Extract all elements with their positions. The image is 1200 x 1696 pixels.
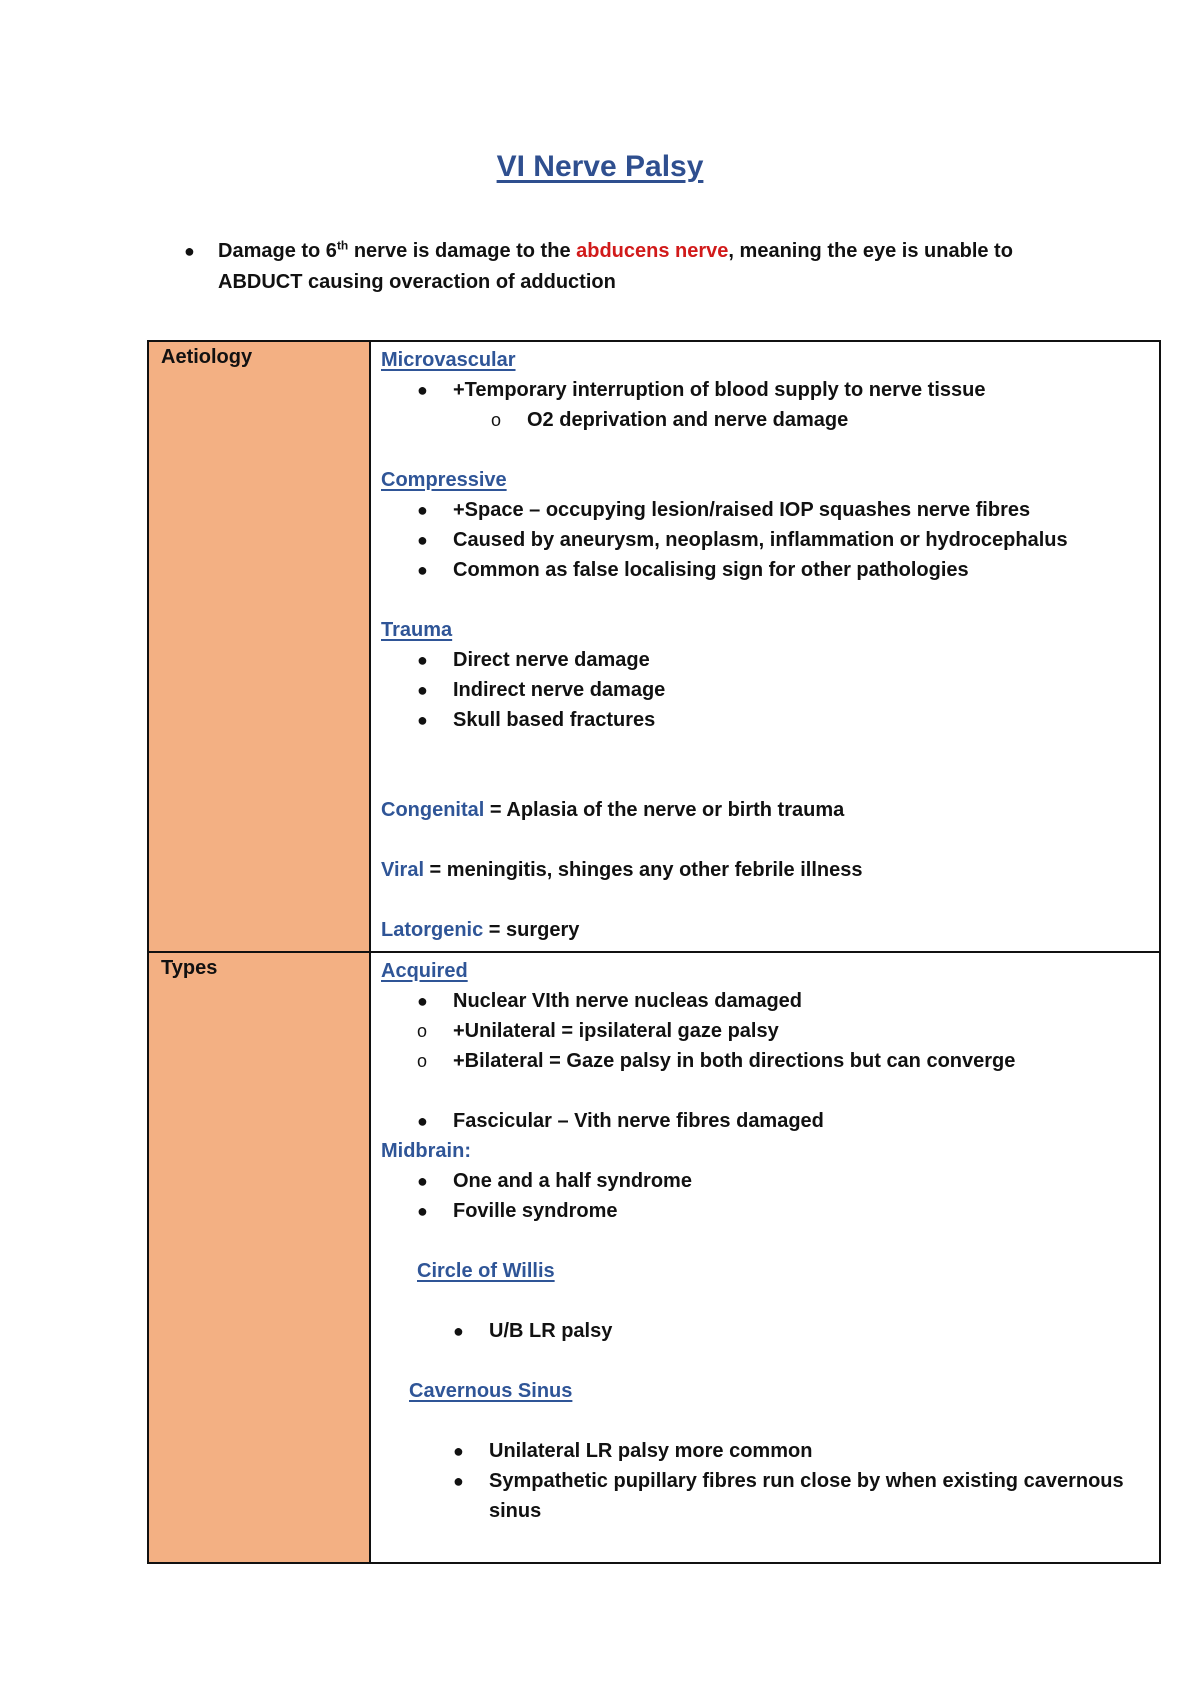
list-item: ● Unilateral LR palsy more common [381,1436,1159,1466]
intro-text: Damage to 6th nerve is damage to the abducens nerve, meaning the eye is unable to ABDUCT causing overaction of adduction [218,238,1013,293]
bullet-icon: ● [453,1471,464,1491]
circle-of-willis-heading: Circle of Willis [417,1260,555,1282]
list-item: ● One and a half syndrome [381,1166,1159,1196]
row-label-aetiology: Aetiology [148,341,370,952]
page-title: VI Nerve Palsy [496,150,704,183]
bullet-icon: ● [417,1171,428,1191]
compressive-heading: Compressive [381,469,507,491]
list-item: ● +Space – occupying lesion/raised IOP squashes nerve fibres [381,495,1159,525]
bullet-icon: ● [417,680,428,700]
microvascular-heading: Microvascular [381,349,516,371]
list-item: o +Unilateral = ipsilateral gaze palsy [381,1016,1159,1046]
list-item: ● Indirect nerve damage [381,675,1159,705]
list-item: ● Common as false localising sign for other pathologies [381,555,1159,585]
row-label-types: Types [148,952,370,1563]
midbrain-heading: Midbrain: [381,1140,471,1162]
bullet-icon: ● [184,241,195,261]
list-item: ● Nuclear VIth nerve nucleas damaged [381,986,1159,1016]
list-item: ● +Temporary interruption of blood supply to nerve tissue [381,375,1159,405]
bullet-icon: ● [417,650,428,670]
circle-bullet-icon: o [417,1051,428,1071]
list-item: o +Bilateral = Gaze palsy in both directions but can converge [381,1046,1159,1076]
latorgenic-line: Latorgenic = surgery [381,919,580,941]
list-item: ● Sympathetic pupillary fibres run close by when existing cavernous sinus [381,1466,1159,1526]
circle-bullet-icon: o [417,1021,428,1041]
list-item: ● Skull based fractures [381,705,1159,735]
aetiology-content [370,341,1160,952]
bullet-icon: ● [417,1111,428,1131]
bullet-icon: ● [417,500,428,520]
circle-bullet-icon: o [491,410,502,430]
acquired-heading: Acquired [381,960,468,982]
bullet-icon: ● [417,1201,428,1221]
congenital-line: Congenital = Aplasia of the nerve or birth trauma [381,799,845,821]
bullet-icon: ● [417,560,428,580]
table-row-aetiology [148,341,1160,952]
trauma-heading: Trauma [381,619,453,641]
bullet-icon: ● [417,530,428,550]
table-row-types [148,952,1160,1563]
cavernous-sinus-heading: Cavernous Sinus [409,1380,573,1402]
bullet-icon: ● [417,710,428,730]
types-content [370,952,1160,1563]
bullet-icon: ● [453,1441,464,1461]
notes-table [147,340,1161,1564]
bullet-icon: ● [417,380,428,400]
list-item: ● U/B LR palsy [381,1316,1159,1346]
list-item: ● Fascicular – Vith nerve fibres damaged [381,1106,1159,1136]
list-item: ● Foville syndrome [381,1196,1159,1226]
highlight-term: abducens nerve [576,240,729,262]
bullet-icon: ● [453,1321,464,1341]
sub-list-item: o O2 deprivation and nerve damage [381,405,1159,435]
list-item: ● Direct nerve damage [381,645,1159,675]
viral-line: Viral = meningitis, shinges any other febrile illness [381,859,863,881]
intro-paragraph [184,236,1084,298]
list-item: ● Caused by aneurysm, neoplasm, inflammation or hydrocephalus [381,525,1159,555]
bullet-icon: ● [417,991,428,1011]
